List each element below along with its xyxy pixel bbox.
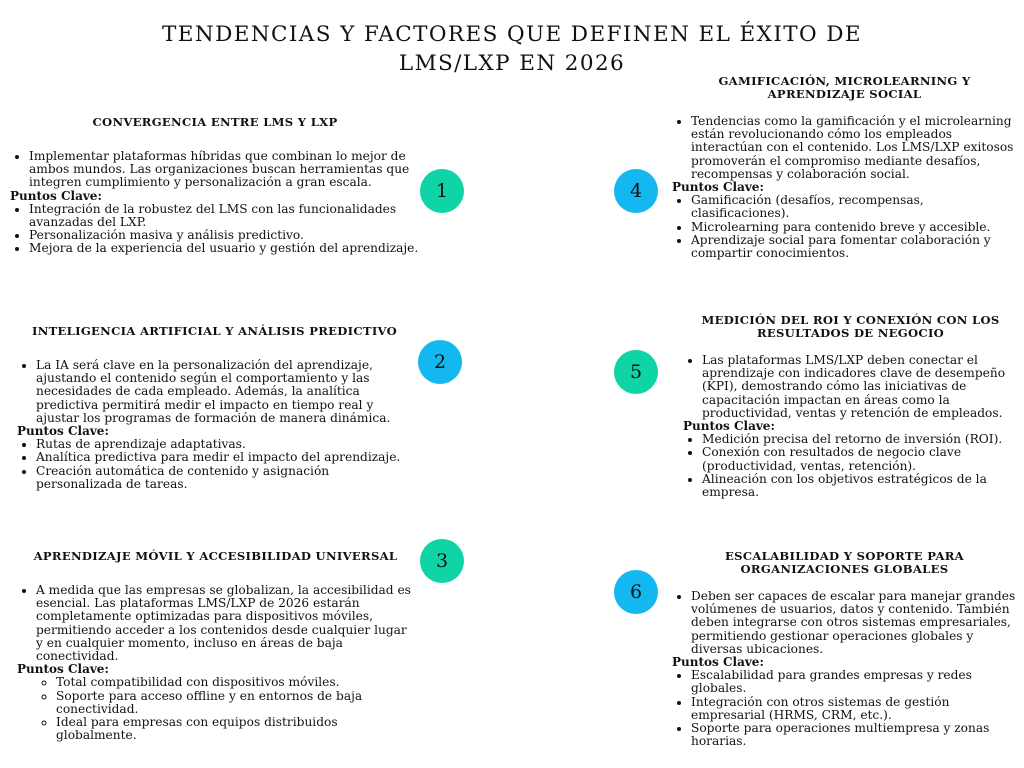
key-point: • Aprendizaje social para fomentar colaboración y compartir conocimientos. <box>691 234 1017 260</box>
key-point: • Soporte para operaciones multiempresa y zonas horarias. <box>691 722 1017 748</box>
intro-list <box>672 590 1017 656</box>
key-point: • Personalización masiva y análisis predictivo. <box>29 229 420 242</box>
section-aprendizaje-movil <box>17 550 414 742</box>
key-points-label: Puntos Clave: <box>17 662 109 677</box>
key-point: ◦ Total compatibilidad con dispositivos móviles. <box>56 676 414 689</box>
section-gamificacion <box>672 75 1017 260</box>
key-points-label: Puntos Clave: <box>10 188 102 203</box>
key-point: • Medición precisa del retorno de inversión (ROI). <box>702 433 1018 446</box>
key-point: • Analítica predictiva para medir el impacto del aprendizaje. <box>36 451 412 464</box>
intro-text: • La IA será clave en la personalización del aprendizaje, ajustando el contenido según el comportamiento y las necesidades de cada empleado. Además, la analítica predictiva permitirá medir el impacto en tiempo real y ajustar los programas de formación de manera dinámica. <box>36 359 412 425</box>
section-heading: ESCALABILIDAD Y SOPORTE PARA ORGANIZACIONES GLOBALES <box>725 549 964 576</box>
intro-text: • Tendencias como la gamificación y el microlearning están revolucionando cómo los empleados interactúan con el contenido. Los LMS/LXP exitosos promoverán el compromiso mediante desafíos, recompensas y colaboración social. <box>691 115 1017 181</box>
number-badge-3: 3 <box>420 539 464 583</box>
page-title <box>112 20 912 78</box>
intro-list <box>683 354 1018 420</box>
section-heading: APRENDIZAJE MÓVIL Y ACCESIBILIDAD UNIVERSAL <box>33 549 398 563</box>
key-points-label: Puntos Clave: <box>672 655 764 670</box>
number-badge-2: 2 <box>418 340 462 384</box>
key-point: • Integración con otros sistemas de gestión empresarial (HRMS, CRM, etc.). <box>691 696 1017 722</box>
intro-list <box>672 115 1017 181</box>
key-point: ◦ Ideal para empresas con equipos distribuidos globalmente. <box>56 716 414 742</box>
key-point: • Rutas de aprendizaje adaptativas. <box>36 438 412 451</box>
section-medicion-roi <box>683 314 1018 499</box>
intro-text: • Implementar plataformas híbridas que combinan lo mejor de ambos mundos. Las organizaciones buscan herramientas que integren cumplimiento y personalización a gran escala. <box>29 150 420 190</box>
key-point: • Gamificación (desafíos, recompensas, clasificaciones). <box>691 194 1017 220</box>
key-points-label: Puntos Clave: <box>683 419 775 434</box>
key-point: • Alineación con los objetivos estratégicos de la empresa. <box>702 473 1018 499</box>
section-heading: GAMIFICACIÓN, MICROLEARNING Y APRENDIZAJE SOCIAL <box>718 74 971 101</box>
number-badge-4: 4 <box>614 169 658 213</box>
key-point: • Microlearning para contenido breve y accesible. <box>691 221 1017 234</box>
intro-list <box>17 359 412 425</box>
number-badge-6: 6 <box>614 570 658 614</box>
section-inteligencia-artificial <box>17 325 412 491</box>
key-point: • Mejora de la experiencia del usuario y gestión del aprendizaje. <box>29 242 420 255</box>
key-points-list <box>672 669 1017 748</box>
intro-text: • A medida que las empresas se globalizan, la accesibilidad es esencial. Las plataformas LMS/LXP de 2026 estarán completamente optimizadas para dispositivos móviles, permitiendo acceder a los contenidos desde cualquier lugar y en cualquier momento, incluso en áreas de baja conectividad. <box>36 584 414 663</box>
key-points-list <box>10 203 420 256</box>
section-convergencia <box>10 116 420 256</box>
key-point: • Escalabilidad para grandes empresas y redes globales. <box>691 669 1017 695</box>
key-points-list <box>683 433 1018 499</box>
number-badge-1: 1 <box>420 169 464 213</box>
key-points-list <box>17 676 414 742</box>
section-heading: MEDICIÓN DEL ROI Y CONEXIÓN CON LOS RESULTADOS DE NEGOCIO <box>701 313 1000 340</box>
section-heading: CONVERGENCIA ENTRE LMS Y LXP <box>92 115 338 129</box>
key-points-list <box>672 194 1017 260</box>
intro-list <box>10 150 420 190</box>
key-point: • Integración de la robustez del LMS con las funcionalidades avanzadas del LXP. <box>29 203 420 229</box>
page-title-line-2: LMS/LXP EN 2026 <box>398 51 626 76</box>
page-title-line-1: TENDENCIAS Y FACTORES QUE DEFINEN EL ÉXITO DE <box>162 22 862 47</box>
key-points-list <box>17 438 412 491</box>
key-point: ◦ Soporte para acceso offline y en entornos de baja conectividad. <box>56 690 414 716</box>
section-heading: INTELIGENCIA ARTIFICIAL Y ANÁLISIS PREDICTIVO <box>31 324 398 338</box>
section-escalabilidad <box>672 550 1017 748</box>
key-points-label: Puntos Clave: <box>17 424 109 439</box>
key-points-label: Puntos Clave: <box>672 180 764 195</box>
key-point: • Creación automática de contenido y asignación personalizada de tareas. <box>36 465 412 491</box>
key-point: • Conexión con resultados de negocio clave (productividad, ventas, retención). <box>702 446 1018 472</box>
intro-list <box>17 584 414 663</box>
intro-text: • Deben ser capaces de escalar para manejar grandes volúmenes de usuarios, datos y contenido. También deben integrarse con otros sistemas empresariales, permitiendo gestionar operaciones globales y diversas ubicaciones. <box>691 590 1017 656</box>
number-badge-5: 5 <box>614 350 658 394</box>
intro-text: • Las plataformas LMS/LXP deben conectar el aprendizaje con indicadores clave de desempeño (KPI), demostrando cómo las iniciativas de capacitación impactan en áreas como la productividad, ventas y retención de empleados. <box>702 354 1018 420</box>
